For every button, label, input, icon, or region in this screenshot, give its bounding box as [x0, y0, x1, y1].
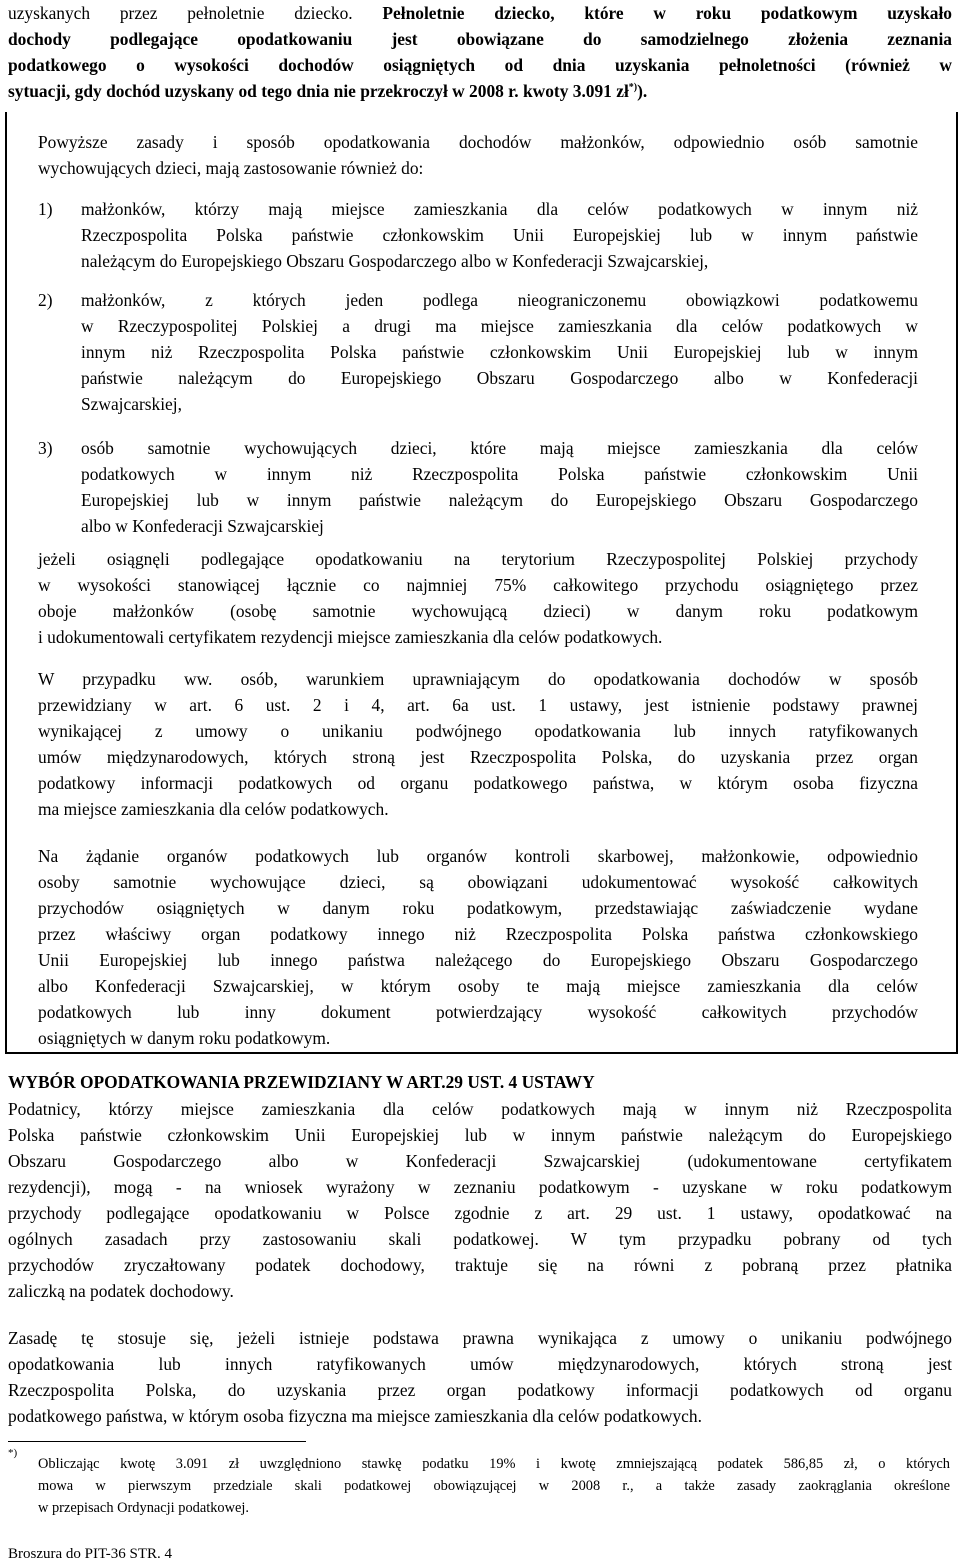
section-line: rezydencji), mogą - na wniosek wyrażony w zeznaniu podatkowym - uzyskane w roku podatkowym — [8, 1177, 952, 1197]
intro-line — [8, 78, 952, 104]
list-item-line: w Rzeczypospolitej Polskiej a drugi ma miejsce zamieszkania dla celów podatkowych w — [81, 316, 918, 336]
section-paragraph-1 — [8, 1096, 952, 1304]
box-line: ma miejsce zamieszkania dla celów podatkowych. — [38, 799, 389, 819]
box-line: w wysokości stanowiącej łącznie co najmniej 75% całkowitego przychodu osiągniętego przez — [38, 575, 918, 595]
list-item — [81, 196, 918, 274]
intro-text: ). — [637, 81, 648, 101]
intro-text: uzyskanych przez pełnoletnie dziecko. — [8, 3, 353, 23]
box-line: przewidziany w art. 6 ust. 2 i 4, art. 6a ust. 1 ustawy, jest istnienie podstawy prawnej — [38, 695, 918, 715]
box-line: osiągniętych w danym roku podatkowym. — [38, 1028, 331, 1048]
box-line: i udokumentowali certyfikatem rezydencji miejsce zamieszkania dla celów podatkowych. — [38, 627, 663, 647]
box-line: W przypadku ww. osób, warunkiem uprawniającym do opodatkowania dochodów w sposób — [38, 669, 918, 689]
intro-line: podatkowego o wysokości dochodów osiągniętych od dnia uzyskania pełnoletności (również w — [8, 55, 952, 75]
footnote-text — [38, 1453, 950, 1519]
box-line: przychodów osiągniętych w danym roku podatkowym, przedstawiając zaświadczenie wydane — [38, 898, 918, 918]
box-line: osoby samotnie wychowujące dzieci, są obowiązani udokumentować wysokość całkowitych — [38, 872, 918, 892]
section-line: Polska państwie członkowskim Unii Europejskiej lub w innym państwie należącym do Europejskiego — [8, 1125, 952, 1145]
list-item-line: państwie należącym do Europejskiego Obszaru Gospodarczego albo w Konfederacji — [81, 368, 918, 388]
list-item-line: Szwajcarskiej, — [81, 394, 182, 414]
intro-line — [8, 0, 952, 26]
box-line: oboje małżonków (osobę samotnie wychowującą dzieci) w danym roku podatkowym — [38, 601, 918, 621]
section-line: zaliczką na podatek dochodowy. — [8, 1281, 234, 1301]
section-line: przychodów zryczałtowany podatek dochodowy, traktuje się na równi z pobraną przez płatnika — [8, 1255, 952, 1275]
section-line: Podatnicy, którzy miejsce zamieszkania dla celów podatkowych mają w innym niż Rzeczpospolita — [8, 1099, 952, 1119]
section-line: Rzeczpospolita Polska, do uzyskania przez organ podatkowy informacji podatkowych od organu — [8, 1380, 952, 1400]
list-item-line: małżonków, z których jeden podlega nieograniczonemu obowiązkowi podatkowemu — [81, 290, 918, 310]
box-line: jeżeli osiągnęli podlegające opodatkowaniu na terytorium Rzeczypospolitej Polskiej przychody — [38, 549, 918, 569]
section-line: podatkowego państwa, w którym osoba fizyczna ma miejsce zamieszkania dla celów podatkowych. — [8, 1406, 702, 1426]
box-line: podatkowy informacji podatkowych od organu podatkowego państwa, w którym osoba fizyczna — [38, 773, 918, 793]
list-item-line: innym niż Rzeczpospolita Polska państwie członkowskim Unii Europejskiej lub w innym — [81, 342, 918, 362]
footnote-line: mowa w pierwszym przedziale skali podatkowej obowiązującej w 2008 r., a także zasady zaokrąglania określone — [38, 1478, 950, 1494]
box-line: podatkowych lub inny dokument potwierdzający wysokość całkowitych przychodów — [38, 1002, 918, 1022]
section-line: Obszaru Gospodarczego albo w Konfederacji Szwajcarskiej (udokumentowane certyfikatem — [8, 1151, 952, 1171]
box-paragraph-4 — [38, 843, 918, 1051]
list-item-number: 2) — [38, 290, 53, 310]
list-item-line: małżonków, którzy mają miejsce zamieszkania dla celów podatkowych w innym niż — [81, 199, 918, 219]
box-line: Unii Europejskiej lub innego państwa należącego do Europejskiego Obszaru Gospodarczego — [38, 950, 918, 970]
list-item-line: Europejskiej lub w innym państwie należącym do Europejskiego Obszaru Gospodarczego — [81, 490, 918, 510]
box-line: przez właściwy organ podatkowy innego niż Rzeczpospolita Polska państwa członkowskiego — [38, 924, 918, 944]
box-line: wynikającej z umowy o unikaniu podwójnego opodatkowania lub innych ratyfikowanych — [38, 721, 918, 741]
page-footer: Broszura do PIT-36 STR. 4 — [8, 1546, 173, 1562]
intro-text: sytuacji, gdy dochód uzyskany od tego dnia nie przekroczył w 2008 r. kwoty 3.091 zł — [8, 81, 629, 101]
list-item-line: podatkowych w innym niż Rzeczpospolita Polska państwie członkowskim Unii — [81, 464, 918, 484]
intro-bold-text: Pełnoletnie dziecko, które w roku podatkowym uzyskało — [382, 3, 952, 23]
box-line: umów międzynarodowych, których stroną jest Rzeczpospolita Polska, do uzyskania przez organ — [38, 747, 918, 767]
footnote-reference: *) — [628, 82, 638, 94]
intro-paragraph — [8, 0, 952, 104]
list-item-line: Rzeczpospolita Polska państwie członkowskim Unii Europejskiej lub w innym państwie — [81, 225, 918, 245]
list-item-number: 3) — [38, 438, 53, 458]
list-item-line: należącym do Europejskiego Obszaru Gospodarczego albo w Konfederacji Szwajcarskiej, — [81, 251, 709, 271]
box-line: Na żądanie organów podatkowych lub organów kontroli skarbowej, małżonkowie, odpowiednio — [38, 846, 918, 866]
box-paragraph-1 — [38, 129, 918, 181]
section-line: przychody podlegające opodatkowaniu w Polsce zgodnie z art. 29 ust. 1 ustawy, opodatkować na — [8, 1203, 952, 1223]
box-line: albo Konfederacji Szwajcarskiej, w którym osoby te mają miejsce zamieszkania dla celów — [38, 976, 918, 996]
list-item — [81, 287, 918, 417]
section-line: Zasadę tę stosuje się, jeżeli istnieje podstawa prawna wynikająca z umowy o unikaniu podwójnego — [8, 1328, 952, 1348]
list-item-line: albo w Konfederacji Szwajcarskiej — [81, 516, 324, 536]
box-paragraph-3 — [38, 666, 918, 822]
box-line: wychowujących dzieci, mają zastosowanie również do: — [38, 158, 424, 178]
list-item-number: 1) — [38, 199, 53, 219]
intro-line: dochody podlegające opodatkowaniu jest obowiązane do samodzielnego złożenia zeznania — [8, 29, 952, 49]
box-line: Powyższe zasady i sposób opodatkowania dochodów małżonków, odpowiednio osób samotnie — [38, 132, 918, 152]
section-paragraph-2 — [8, 1325, 952, 1429]
footnote-line: w przepisach Ordynacji podatkowej. — [38, 1500, 249, 1516]
footnote-mark: *) — [8, 1447, 18, 1459]
section-line: opodatkowania lub innych ratyfikowanych umów międzynarodowych, których stroną jest — [8, 1354, 952, 1374]
list-item — [81, 435, 918, 539]
section-heading: WYBÓR OPODATKOWANIA PRZEWIDZIANY W ART.29 UST. 4 USTAWY — [8, 1072, 595, 1092]
list-item-line: osób samotnie wychowujących dzieci, które mają miejsce zamieszkania dla celów — [81, 438, 918, 458]
box-paragraph-2 — [38, 546, 918, 650]
section-line: ogólnych zasadach przy zastosowaniu skali podatkowej. W tym przypadku pobrany od tych — [8, 1229, 952, 1249]
footnote-divider — [8, 1441, 306, 1442]
footnote-line: Obliczając kwotę 3.091 zł uwzględniono stawkę podatku 19% i kwotę zmniejszającą podatek 586,85 zł, o których — [38, 1456, 950, 1472]
